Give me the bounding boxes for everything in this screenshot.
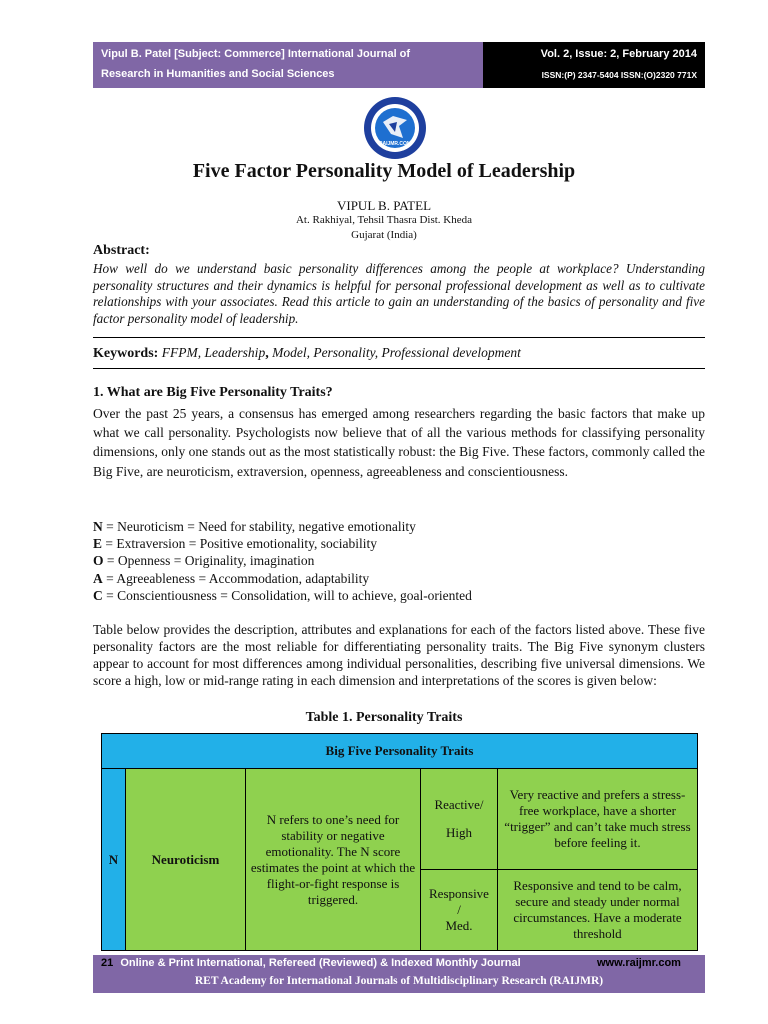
level-label: Responsive xyxy=(429,886,489,901)
trait-definition: = Openness = Originality, imagination xyxy=(103,553,315,569)
table-row xyxy=(102,769,698,870)
trait-list xyxy=(93,518,705,604)
level-cell xyxy=(421,769,498,870)
trait-definition: = Agreeableness = Accommodation, adaptability xyxy=(102,570,370,586)
journal-header-banner xyxy=(93,42,483,88)
keywords-line xyxy=(93,345,521,362)
author-block xyxy=(0,198,768,243)
list-item xyxy=(93,552,705,569)
keywords-label: Keywords: xyxy=(93,346,159,361)
list-item xyxy=(93,570,705,587)
author-name: VIPUL B. PATEL xyxy=(336,198,432,213)
raijmr-seal-icon xyxy=(363,96,427,160)
interpretation-cell: Responsive and tend to be calm, secure and steady under normal circumstances. Have a moderate threshold xyxy=(498,870,698,951)
journal-header-line2: Research in Humanities and Social Sciences xyxy=(101,68,335,80)
keywords-separator: , xyxy=(265,346,269,361)
volume-issue: Vol. 2, Issue: 2, February 2014 xyxy=(540,48,697,60)
level-label: High xyxy=(446,825,472,840)
trait-letter: N xyxy=(93,519,103,534)
keywords-list-a: FFPM, Leadership xyxy=(161,345,266,360)
trait-letter: A xyxy=(93,570,103,586)
level-label: Med. xyxy=(445,918,473,933)
journal-footer xyxy=(93,955,705,993)
website-link[interactable]: www.raijmr.com xyxy=(597,957,681,969)
table-header-row xyxy=(102,734,698,769)
factor-description: N refers to one’s need for stability or negative emotionality. The N score estimates the point at which the flight-or-fight response is triggered. xyxy=(246,769,421,951)
footer-line2: RET Academy for International Journals of Multidisciplinary Research (RAIJMR) xyxy=(194,975,604,987)
footer-journal-text: Online & Print International, Refereed (Reviewed) & Indexed Monthly Journal xyxy=(120,957,521,969)
section-paragraph-2: Table below provides the description, attributes and explanations for each of the factors listed above. These five personality factors are the most reliable for differentiating personality traits. The Big Five synonym clusters appear to account for most differences among individual personalities, describing five universal dimensions. We score a high, low or mid-range rating in each dimension and interpretations of the scores is given below: xyxy=(93,622,705,688)
factor-letter: N xyxy=(102,769,126,951)
personality-traits-table xyxy=(101,733,698,951)
factor-name: Neuroticism xyxy=(126,769,246,951)
abstract-text: How well do we understand basic personality differences among the people at workplace? Understanding personality structures and their dynamics is helpful for personal professional development as well as to cultivate relationships with your associates. Read this article to gain an understanding of the basics of personality and five factor personality model of leadership. xyxy=(93,261,705,326)
issn-numbers: ISSN:(P) 2347-5404 ISSN:(O)2320 771X xyxy=(541,70,697,80)
level-label: Reactive/ xyxy=(434,797,484,812)
trait-definition: = Conscientiousness = Consolidation, will to achieve, goal-oriented xyxy=(102,587,472,603)
abstract-heading: Abstract: xyxy=(93,243,150,258)
page-number: 21 xyxy=(101,957,114,969)
trait-definition: = Extraversion = Positive emotionality, sociability xyxy=(102,536,377,552)
table-header: Big Five Personality Traits xyxy=(102,734,698,769)
paper-title: Five Factor Personality Model of Leadership xyxy=(192,160,576,182)
issue-info-banner xyxy=(483,42,705,88)
section-heading: 1. What are Big Five Personality Traits? xyxy=(93,385,333,400)
table-caption: Table 1. Personality Traits xyxy=(305,710,463,725)
trait-definition: = Neuroticism = Need for stability, negative emotionality xyxy=(102,519,416,534)
journal-header-line1: Vipul B. Patel [Subject: Commerce] International Journal of xyxy=(101,48,411,60)
divider-top xyxy=(93,337,705,338)
divider-bottom xyxy=(93,368,705,369)
keywords-list-b: Model, Personality, Professional development xyxy=(268,345,521,360)
author-address-line1: At. Rakhiyal, Tehsil Thasra Dist. Kheda xyxy=(295,214,473,226)
interpretation-cell: Very reactive and prefers a stress-free workplace, have a shorter “trigger” and can’t take much stress before feeling it. xyxy=(498,769,698,870)
trait-letter: C xyxy=(93,587,103,603)
trait-letter: O xyxy=(93,553,104,569)
trait-letter: E xyxy=(93,536,103,552)
author-address-line2: Gujarat (India) xyxy=(351,229,417,241)
list-item xyxy=(93,535,705,552)
logo-text: RAIJMR.COM xyxy=(378,141,412,147)
level-cell xyxy=(421,870,498,951)
level-label: / xyxy=(457,902,461,917)
section-paragraph-1: Over the past 25 years, a consensus has emerged among researchers regarding the basic factors that make up what we call personality. Psychologists now believe that of all the various methods for classifying personality dimensions, only one stands out as the most statistically robust: the Big Five. These factors, commonly called the Big Five, are neuroticism, extraversion, openness, agreeableness and conscientiousness. xyxy=(93,406,705,479)
list-item xyxy=(93,518,705,535)
list-item xyxy=(93,587,705,604)
footer-line1 xyxy=(101,957,681,969)
